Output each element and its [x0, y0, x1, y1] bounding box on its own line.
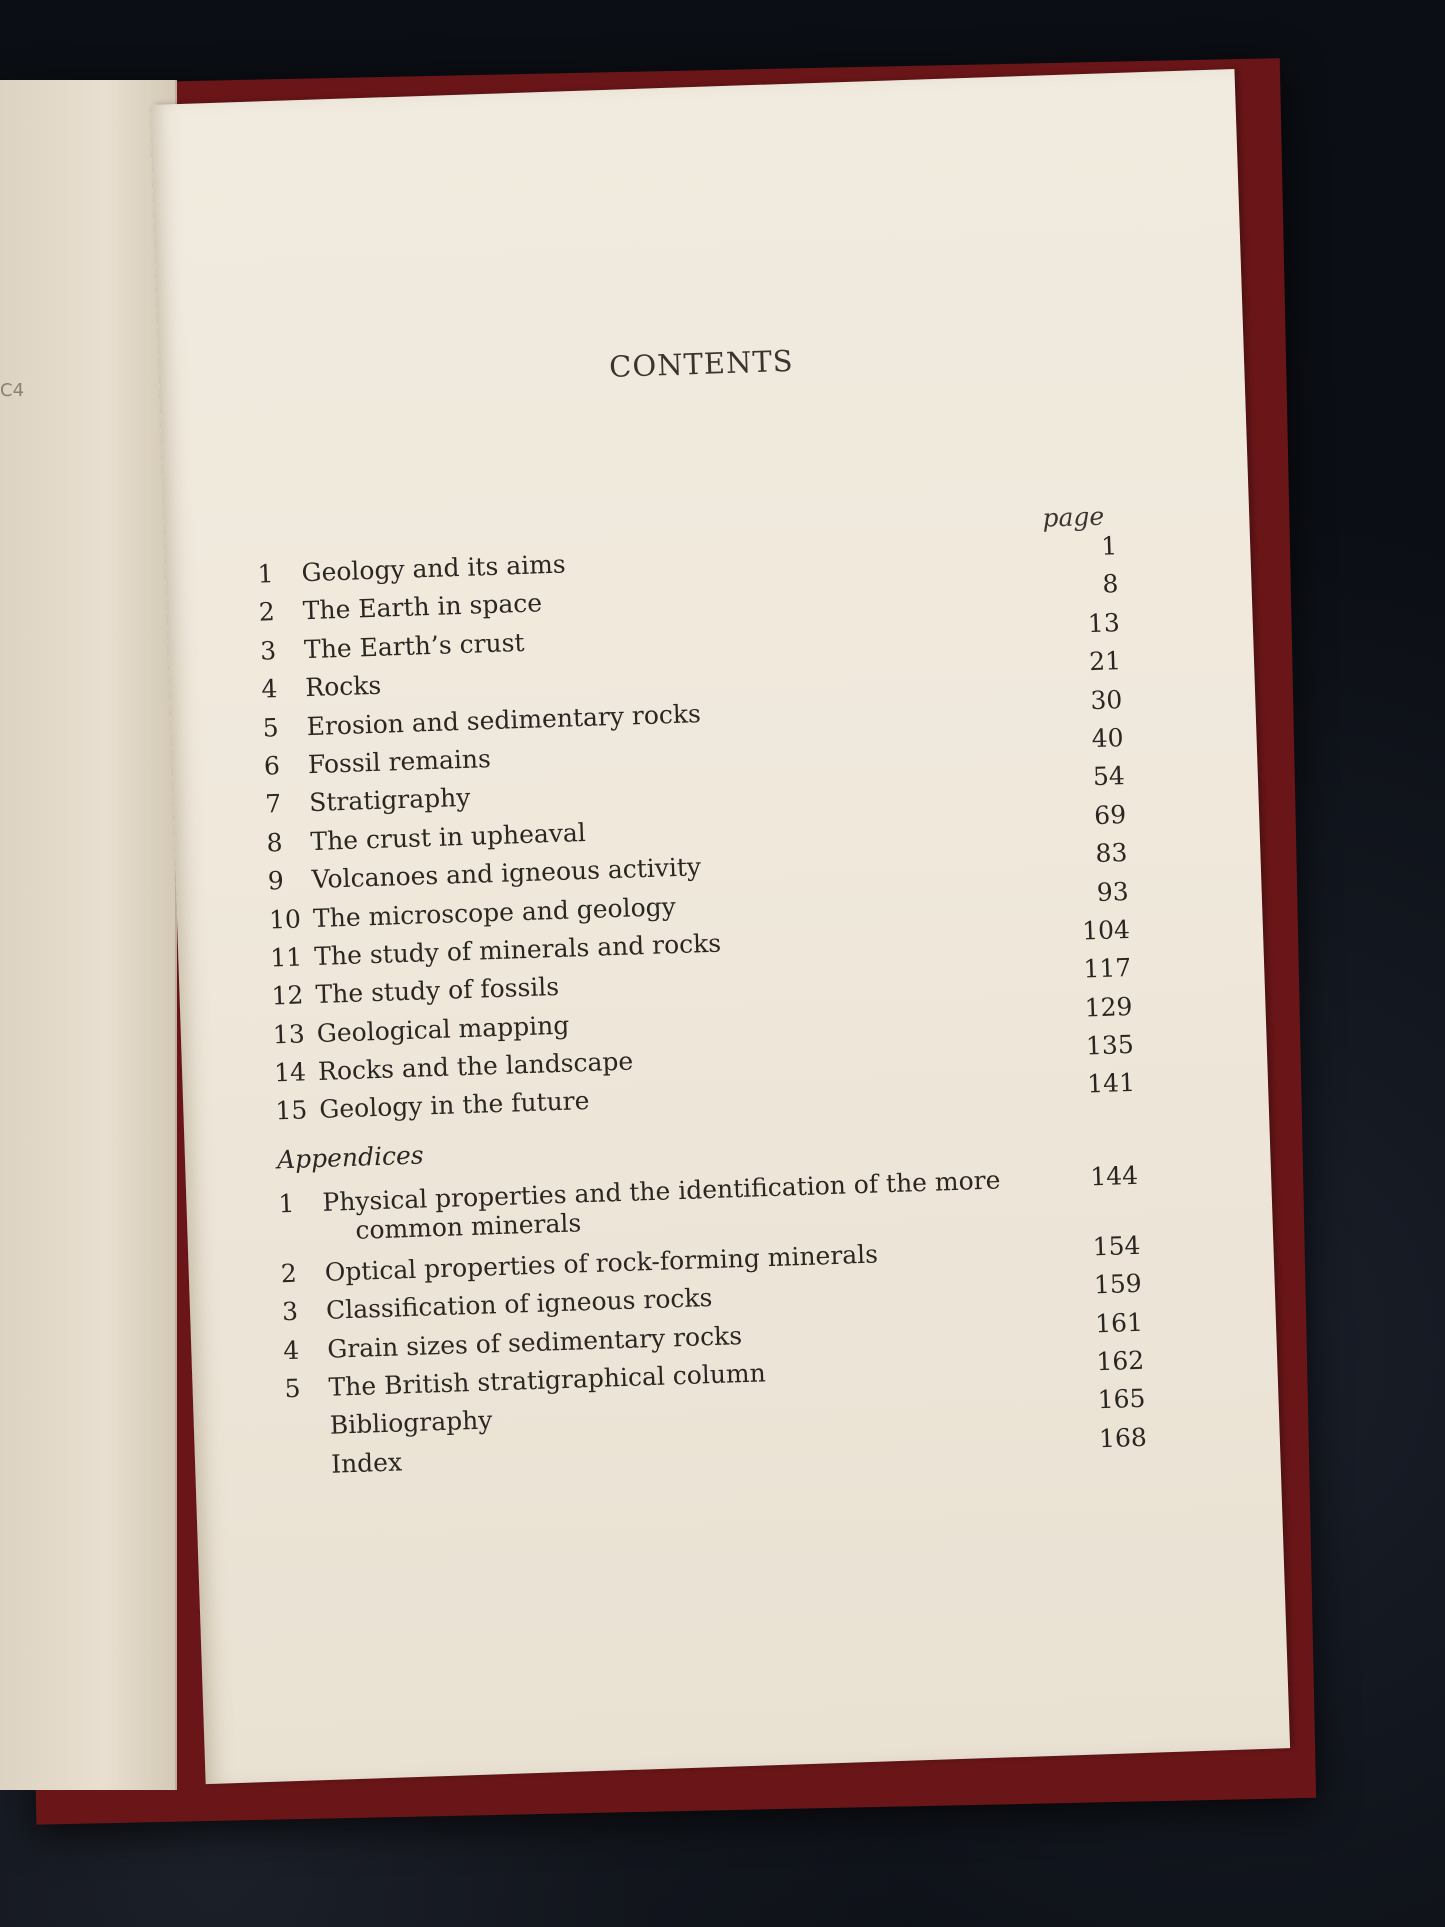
chapter-title: Erosion and sedimentary rocks	[306, 698, 702, 741]
appendix-title: Classification of igneous rocks	[325, 1283, 713, 1326]
appendix-page: 144	[1089, 1160, 1139, 1192]
chapter-number: 10	[268, 903, 302, 935]
chapter-title: Volcanoes and igneous activity	[311, 852, 702, 895]
appendix-number: 2	[280, 1258, 298, 1289]
appendix-page: 154	[1092, 1230, 1141, 1262]
chapter-page: 129	[1084, 991, 1133, 1023]
chapter-page: 69	[1093, 799, 1127, 830]
chapter-page: 135	[1085, 1029, 1135, 1061]
chapter-title: The crust in upheaval	[310, 817, 587, 856]
chapter-page: 30	[1089, 684, 1123, 715]
chapter-title: The Earth in space	[302, 588, 543, 626]
chapter-number: 9	[267, 866, 285, 896]
chapter-title: The microscope and geology	[312, 891, 677, 933]
chapter-title: Rocks	[304, 670, 382, 703]
chapter-page: 40	[1091, 723, 1124, 754]
table-of-contents	[257, 531, 1147, 1489]
chapter-number: 14	[273, 1057, 307, 1088]
appendix-number: 5	[284, 1373, 302, 1404]
page-column-label: page	[1041, 501, 1105, 533]
contents-heading: CONTENTS	[608, 343, 795, 384]
chapter-list	[257, 531, 1136, 1135]
left-page-mark: C4	[0, 380, 25, 401]
chapter-title: Geological mapping	[316, 1010, 570, 1048]
chapter-title: Fossil remains	[307, 744, 492, 780]
chapter-number: 1	[257, 559, 274, 589]
chapter-number: 8	[266, 827, 283, 858]
end-matter-title: Bibliography	[329, 1405, 493, 1441]
chapter-page: 104	[1081, 914, 1131, 946]
chapter-number: 15	[274, 1095, 308, 1126]
appendix-number: 3	[281, 1297, 299, 1327]
chapter-number: 2	[258, 597, 276, 628]
chapter-number: 4	[260, 674, 278, 704]
chapter-number: 13	[272, 1019, 306, 1050]
chapter-number: 11	[269, 942, 303, 973]
chapter-title: The study of fossils	[315, 972, 560, 1010]
chapter-title: Geology in the future	[318, 1086, 590, 1125]
end-matter-page: 165	[1097, 1384, 1146, 1415]
chapter-title: Rocks and the landscape	[317, 1046, 634, 1087]
chapter-title: The Earth’s crust	[303, 627, 525, 664]
appendices-heading: Appendices	[276, 1140, 425, 1175]
appendix-page: 159	[1093, 1269, 1143, 1300]
appendix-page: 161	[1094, 1307, 1144, 1338]
chapter-page: 21	[1088, 646, 1122, 677]
chapter-page: 54	[1092, 761, 1126, 792]
appendix-list	[278, 1161, 1145, 1413]
chapter-title: Geology and its aims	[301, 549, 567, 588]
chapter-title: The study of minerals and rocks	[313, 928, 722, 971]
chapter-page: 1	[1100, 531, 1118, 561]
chapter-page: 13	[1087, 607, 1121, 638]
chapter-number: 3	[259, 635, 277, 666]
chapter-page: 83	[1095, 838, 1128, 869]
chapter-page: 8	[1102, 569, 1119, 600]
chapter-number: 5	[262, 712, 280, 743]
end-matter-title: Index	[330, 1447, 403, 1479]
chapter-number: 12	[271, 980, 304, 1011]
chapter-number: 7	[264, 789, 282, 819]
appendix-page: 162	[1095, 1345, 1145, 1377]
contents-page	[150, 69, 1290, 1784]
appendix-number: 1	[278, 1188, 295, 1219]
appendix-title: Optical properties of rock-forming minerals	[324, 1239, 879, 1287]
chapter-page: 117	[1082, 953, 1132, 984]
end-matter-page: 168	[1098, 1422, 1148, 1454]
chapter-page: 141	[1086, 1068, 1136, 1099]
chapter-number: 6	[263, 751, 281, 781]
chapter-title: Stratigraphy	[308, 783, 471, 818]
appendix-title: Grain sizes of sedimentary rocks	[326, 1320, 743, 1364]
chapter-page: 93	[1096, 876, 1130, 907]
appendix-title-line2: common minerals	[354, 1208, 582, 1245]
appendix-title-line1: Physical properties and the identification of the more	[321, 1165, 1001, 1217]
appendix-title: The British stratigraphical column	[328, 1358, 767, 1402]
appendix-number: 4	[282, 1335, 300, 1365]
left-page	[0, 80, 177, 1790]
